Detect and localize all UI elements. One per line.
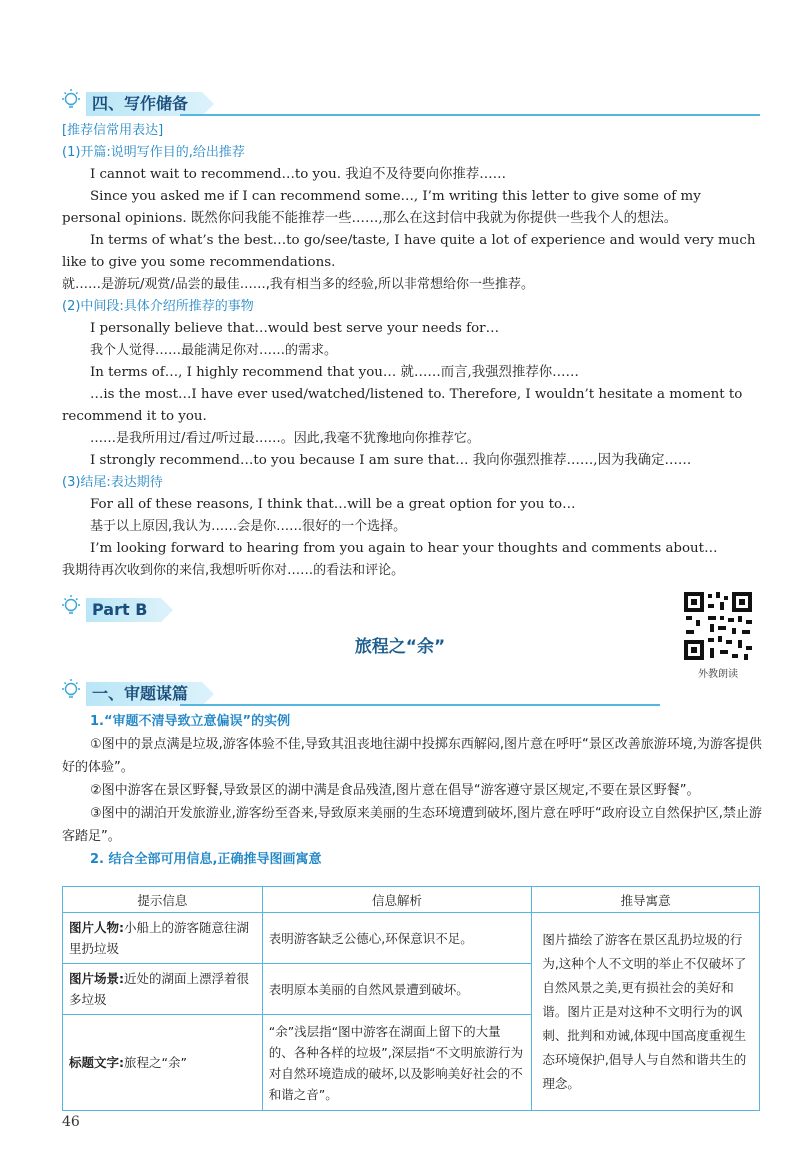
- hint-text: 小船上的游客随意往湖里扔垃圾: [69, 920, 250, 956]
- page-number: 46: [62, 1114, 80, 1130]
- part2-heading: (2)中间段:具体介绍所推荐的事物: [62, 299, 254, 314]
- analysis-text: “余”浅层指“图中游客在湖面上留下的大量的、各种各样的垃圾”,深层指“不文明旅游行为对自然环境造成的破坏,以及影响美好社会的不和谐之音”。: [268, 1023, 524, 1102]
- analysis-text: 表明游客缺乏公德心,环保意识不足。: [268, 930, 473, 946]
- part1-heading: (1)开篇:说明写作目的,给出推荐: [62, 145, 245, 160]
- hint-label: 图片人物:: [69, 920, 124, 935]
- analysis-cell: [262, 964, 532, 1015]
- part-b-label: Part B: [86, 598, 161, 622]
- info-table: [62, 886, 760, 1111]
- conclusion-text: 图片描绘了游客在景区乱扔垃圾的行为,这种个人不文明的举止不仅破坏了自然风景之美,更有损社会的美好和谐。图片正是对这种不文明行为的讽刺、批判和劝诫,体现中国高度重视生态环境保护,倡导人与自然和谐共生的理念。: [542, 931, 747, 1091]
- section-header-writing: [62, 86, 202, 116]
- subtitle: [推荐信常用表达]: [62, 123, 164, 138]
- analysis-text: 表明原本美丽的自然风景遭到破坏。: [268, 981, 469, 997]
- subheading: 1.“审题不清导致立意偏误”的实例: [90, 714, 291, 729]
- expression-line: I cannot wait to recommend…to you. 我迫不及待要向你推荐……: [90, 167, 506, 182]
- expression-line: I personally believe that…would best serve your needs for…: [90, 321, 499, 336]
- hint-cell: [63, 1015, 263, 1111]
- writing-reserve-block: [62, 120, 762, 582]
- part-b-header: [62, 592, 161, 622]
- hint-label: 图片场景:: [69, 971, 124, 986]
- table-header-row: [63, 887, 760, 913]
- section-title: 四、写作储备: [86, 92, 202, 116]
- hint-text: 近处的湖面上漂浮着很多垃圾: [69, 971, 250, 1007]
- expression-line: In terms of what’s the best…to go/see/taste, I have quite a lot of experience and would very much like to give you some recommendations.: [62, 233, 756, 270]
- expression-line: 就……是游玩/观赏/品尝的最佳……,我有相当多的经验,所以非常想给你一些推荐。: [62, 277, 535, 292]
- expression-line: For all of these reasons, I think that…will be a great option for you to…: [90, 497, 576, 512]
- hint-label: 标题文字:: [69, 1055, 124, 1070]
- example-item: ①图中的景点满是垃圾,游客体验不佳,导致其沮丧地往湖中投掷东西解闷,图片意在呼吁“景区改善旅游环境,为游客提供好的体验”。: [62, 737, 762, 775]
- example-item: ③图中的湖泊开发旅游业,游客纷至沓来,导致原来美丽的生态环境遭到破坏,图片意在呼吁“政府设立自然保护区,禁止游客踏足”。: [62, 806, 762, 844]
- expression-line: ……是我所用过/看过/听过最……。因此,我毫不犹豫地向你推荐它。: [90, 431, 480, 446]
- section-rule: [180, 704, 660, 706]
- hint-cell: [63, 964, 263, 1015]
- subheading: 2. 结合全部可用信息,正确推导图画寓意: [90, 852, 322, 867]
- expression-line: I strongly recommend…to you because I am sure that… 我向你强烈推荐……,因为我确定……: [90, 453, 692, 468]
- expression-line: 基于以上原因,我认为……会是你……很好的一个选择。: [90, 519, 407, 534]
- expression-line: …is the most…I have ever used/watched/listened to. Therefore, I wouldn’t hesitate a moment to recommend it to you.: [62, 387, 743, 424]
- table-row: [63, 913, 760, 964]
- analysis-cell: [262, 913, 532, 964]
- lightbulb-icon: [60, 88, 82, 114]
- lightbulb-icon: [60, 678, 82, 704]
- hint-text: 旅程之“余”: [124, 1055, 187, 1070]
- expression-line: In terms of…, I highly recommend that you… 就……而言,我强烈推荐你……: [90, 365, 579, 380]
- example-item: ②图中游客在景区野餐,导致景区的湖中满是食品残渣,图片意在倡导“游客遵守景区规定,不要在景区野餐”。: [90, 783, 700, 798]
- lightbulb-icon: [60, 594, 82, 620]
- analysis-cell: [262, 1015, 532, 1111]
- expression-line: 我期待再次收到你的来信,我想听听你对……的看法和评论。: [62, 563, 405, 578]
- section-title: 一、审题谋篇: [86, 682, 202, 706]
- col-header: 信息解析: [262, 887, 532, 913]
- expression-line: Since you asked me if I can recommend some…, I’m writing this letter to give some of my personal opinions. 既然你问我能不能推荐一些……,那么在这封信中我就为你提供一些我个人的想法。: [62, 189, 701, 226]
- expression-line: I’m looking forward to hearing from you again to hear your thoughts and comments about…: [90, 541, 718, 556]
- hint-cell: [63, 913, 263, 964]
- section-rule: [180, 114, 760, 116]
- qr-label: 外教朗读: [698, 669, 738, 680]
- passage-title: 旅程之“余”: [354, 637, 446, 657]
- conclusion-cell: [532, 913, 760, 1111]
- expression-line: 我个人觉得……最能满足你对……的需求。: [90, 343, 338, 358]
- part3-heading: (3)结尾:表达期待: [62, 475, 163, 490]
- section-header-analysis: [62, 676, 202, 706]
- col-header: 提示信息: [63, 887, 263, 913]
- analysis-block: [62, 710, 762, 871]
- col-header: 推导寓意: [532, 887, 760, 913]
